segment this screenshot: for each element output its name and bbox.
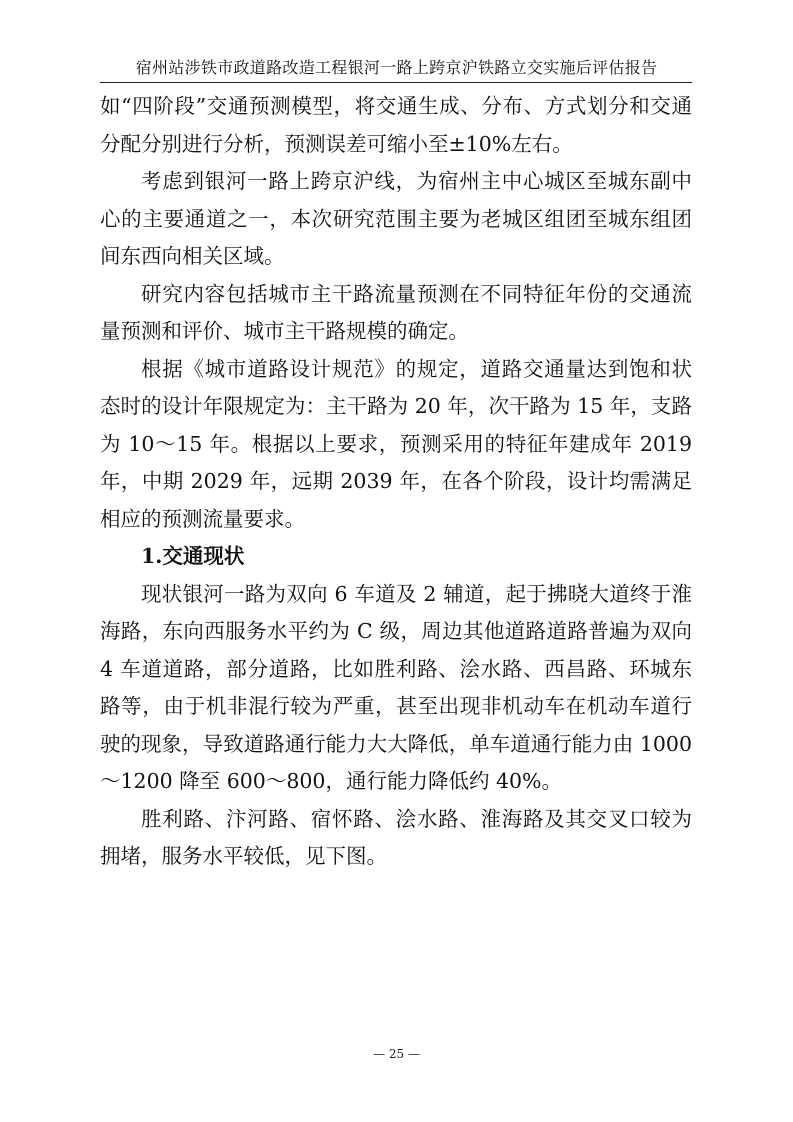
page-body (100, 88, 692, 876)
paragraph-study-scope: 考虑到银河一路上跨京沪线，为宿州主中心城区至城东副中心的主要通道之一，本次研究范围主要为老城区组团至城东组团间东西向相关区域。 (100, 169, 692, 268)
paragraph-congestion: 胜利路、汴河路、宿怀路、浍水路、淮海路及其交叉口较为拥堵，服务水平较低，见下图。 (100, 806, 692, 868)
paragraph-study-content: 研究内容包括城市主干路流量预测在不同特征年份的交通流量预测和评价、城市主干路规模的确定。 (100, 281, 692, 343)
section-heading: 1.交通现状 (141, 544, 245, 568)
page-number: — 25 — (373, 1047, 420, 1061)
paragraph-continuation: 如“四阶段”交通预测模型，将交通生成、分布、方式划分和交通分配分别进行分析，预测误差可缩小至±10%左右。 (100, 94, 692, 156)
running-header: 宿州站涉铁市政道路改造工程银河一路上跨京沪铁路立交实施后评估报告 (135, 58, 658, 77)
header-rule (100, 82, 692, 83)
paragraph-traffic-status: 现状银河一路为双向 6 车道及 2 辅道，起于拂晓大道终于淮海路，东向西服务水平约为 C 级，周边其他道路道路普遍为双向 4 车道道路，部分道路，比如胜利路、浍水路、西昌路、环城东路等，由于机非混行较为严重，甚至出现非机动车在机动车道行驶的现象，导致道路通行能力大大降低，单车道通行能力由 1000～1200 降至 600～800，通行能力降低约 40%。 (100, 581, 692, 793)
paragraph-design-years: 根据《城市道路设计规范》的规定，道路交通量达到饱和状态时的设计年限规定为：主干路为 20 年，次干路为 15 年，支路为 10～15 年。根据以上要求，预测采用的特征年建成年 2019 年，中期 2029 年，远期 2039 年，在各个阶段，设计均需满足相应的预测流量要求。 (100, 356, 692, 531)
